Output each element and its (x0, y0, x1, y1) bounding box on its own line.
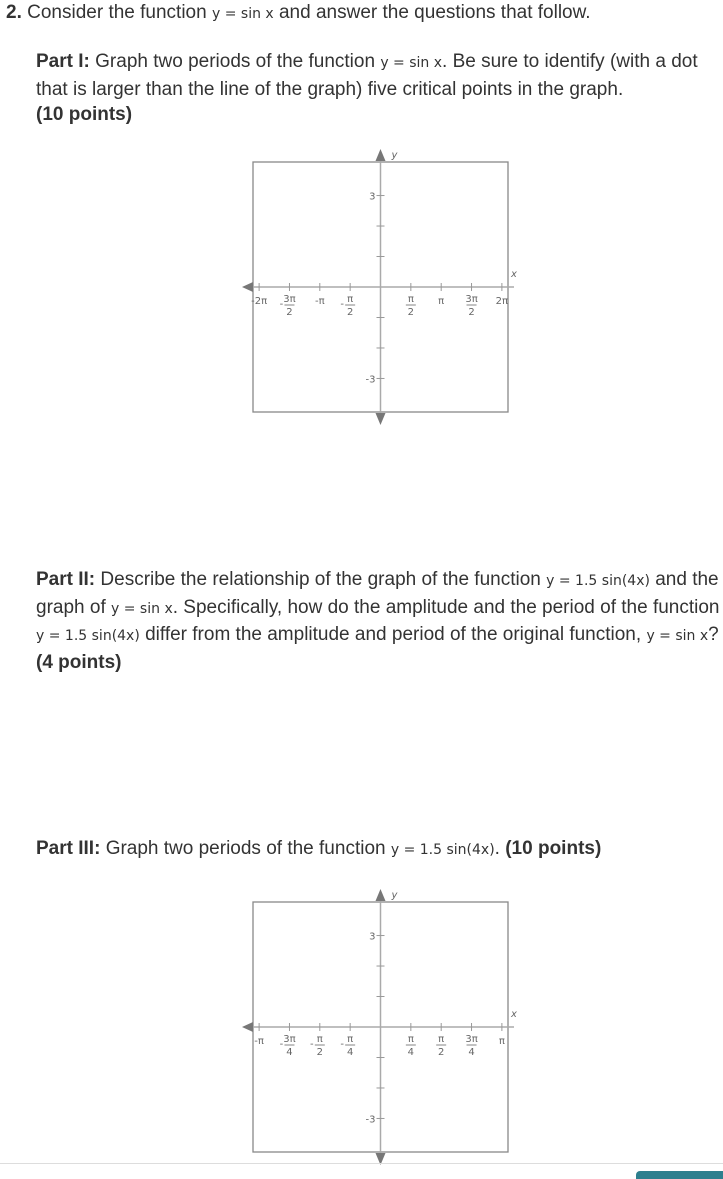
part1-function: y = sin x (380, 55, 443, 71)
x-tick-numerator: π (438, 1034, 445, 1045)
x-tick-label: 2π (495, 296, 509, 307)
part1-text-b: . Be sure to identify (with a dot that is larger than the line of the graph) five critical points in the graph. (36, 51, 698, 100)
part2-label: Part II: (36, 569, 96, 590)
x-tick-numerator: 3π (283, 1034, 296, 1045)
x-tick-denominator: 2 (468, 307, 475, 318)
x-tick-minus: - (340, 1039, 344, 1050)
part2-function-b: y = sin x (111, 600, 173, 617)
part3-label: Part III: (36, 838, 101, 859)
question-function: y = sin x (211, 6, 274, 22)
x-tick-numerator: π (347, 294, 354, 305)
part2-points: (4 points) (36, 651, 122, 673)
y-tick-label: -3 (365, 374, 376, 386)
part3-text (36, 836, 721, 864)
part2-text-a: Describe the relationship of the graph of the function (100, 569, 541, 590)
x-tick-label: π (438, 296, 445, 307)
part1-text (36, 49, 721, 128)
x-tick-minus: - (340, 299, 344, 310)
x-tick-label: -π (314, 296, 325, 307)
y-tick-label: 3 (369, 191, 376, 203)
part1-text-a: Graph two periods of the function (95, 51, 376, 72)
x-tick-numerator: 3π (465, 294, 478, 305)
x-tick-denominator: 4 (346, 1047, 354, 1058)
x-tick-denominator: 2 (346, 307, 354, 318)
x-tick-label: -2π (251, 296, 268, 307)
part2-text-b: and the graph of (36, 569, 719, 618)
part2-function-a: y = 1.5 sin(4x) (546, 573, 650, 589)
x-tick-denominator: 4 (407, 1047, 415, 1058)
x-axis-arrow-left (242, 282, 253, 292)
question-intro-tail: and answer the questions that follow. (278, 2, 591, 23)
graph-part3[interactable] (240, 885, 525, 1170)
footer-divider (0, 1163, 723, 1164)
y-tick-label: -3 (365, 1114, 376, 1126)
x-tick-minus: - (279, 1039, 284, 1050)
question-intro: Consider the function (27, 2, 207, 23)
x-tick-denominator: 2 (316, 1047, 323, 1058)
graph-part1[interactable] (240, 145, 525, 430)
part3-text-b: . (494, 838, 500, 859)
y-axis-arrow-down (376, 413, 386, 425)
x-tick-denominator: 2 (286, 307, 293, 318)
x-tick-denominator: 4 (286, 1047, 293, 1058)
part2-text-c: . Specifically, how do the amplitude and the period of the function (172, 596, 720, 618)
question-header (6, 0, 591, 27)
x-tick-denominator: 2 (438, 1047, 445, 1058)
x-tick-denominator: 2 (407, 307, 415, 318)
part2-function-d: y = sin x (646, 628, 709, 644)
part1-label: Part I: (36, 51, 90, 72)
x-axis-label: x (511, 1009, 517, 1020)
y-axis-label: y (391, 890, 398, 901)
part3-points: (10 points) (505, 838, 602, 859)
x-tick-numerator: π (347, 1034, 354, 1045)
x-tick-numerator: π (407, 1034, 414, 1045)
x-axis-label: x (511, 269, 517, 280)
x-tick-numerator: 3π (465, 1034, 478, 1045)
x-tick-minus: - (279, 299, 284, 310)
y-axis-arrow-up (376, 889, 386, 901)
x-tick-label: -π (254, 1036, 264, 1047)
part3-function: y = 1.5 sin(4x) (390, 842, 495, 858)
part1-points: (10 points) (36, 104, 133, 125)
x-tick-numerator: π (316, 1034, 323, 1045)
x-axis-arrow-left (242, 1022, 253, 1032)
part3-text-a: Graph two periods of the function (105, 838, 386, 859)
part2-text (36, 567, 721, 675)
x-tick-label: π (498, 1036, 505, 1047)
x-tick-numerator: 3π (283, 294, 296, 305)
x-tick-minus: - (310, 1039, 314, 1050)
y-axis-arrow-up (376, 149, 386, 161)
part2-text-d: differ from the amplitude and period of the original function, (145, 624, 642, 645)
part2-text-e: ? (708, 624, 719, 645)
x-tick-denominator: 4 (468, 1047, 475, 1058)
question-number: 2. (6, 2, 22, 23)
footer-button[interactable] (636, 1171, 723, 1179)
x-tick-numerator: π (407, 294, 414, 305)
part2-function-c: y = 1.5 sin(4x) (36, 628, 140, 644)
y-tick-label: 3 (369, 931, 376, 943)
y-axis-label: y (391, 150, 398, 161)
